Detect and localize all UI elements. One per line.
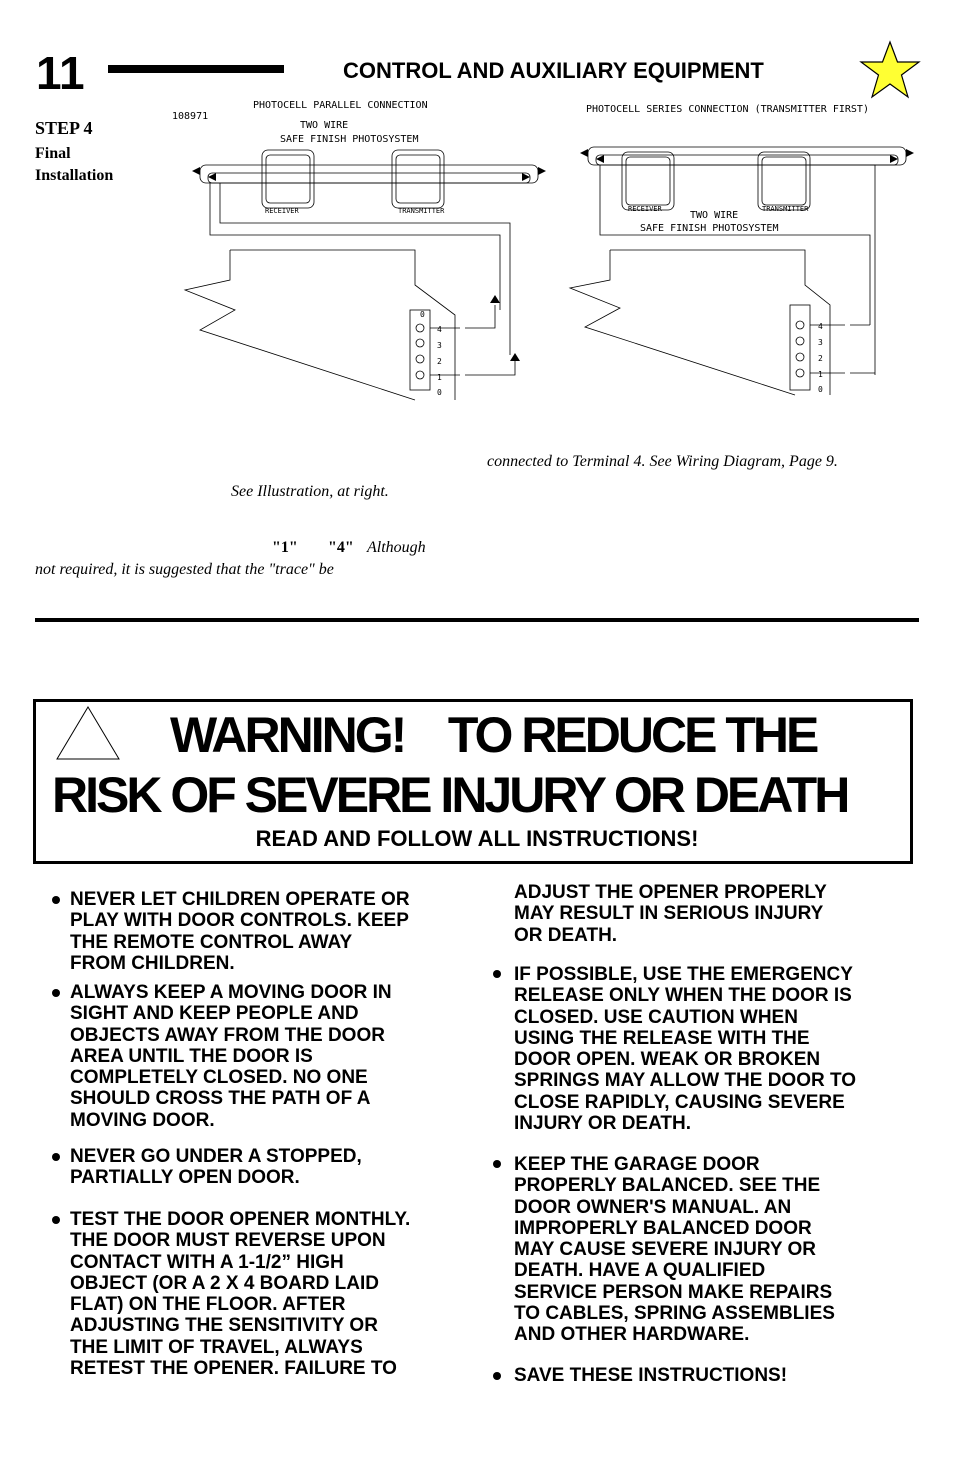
warning-headline-line1: WARNING! TO REDUCE THE xyxy=(170,707,817,763)
bullet-line: CLOSE RAPIDLY, CAUSING SEVERE xyxy=(514,1091,845,1113)
terminal-label: 1 xyxy=(437,373,442,382)
terminal-label: 3 xyxy=(437,341,442,350)
bullet-line: DOOR OPEN. WEAK OR BROKEN xyxy=(514,1049,821,1071)
bullet-dot xyxy=(52,1153,60,1161)
bullet-line: AREA UNTIL THE DOOR IS xyxy=(70,1045,313,1067)
bullet-line: OBJECT (OR A 2 X 4 BOARD LAID xyxy=(70,1272,379,1294)
bullet-line: MAY CAUSE SEVERE INJURY OR xyxy=(514,1239,816,1261)
terminal-label: 4 xyxy=(818,322,823,331)
bullet-line: AND OTHER HARDWARE. xyxy=(514,1324,750,1346)
illustration-note: See Illustration, at right. xyxy=(231,483,389,500)
bullet-line: THE DOOR MUST REVERSE UPON xyxy=(70,1230,386,1252)
bullet-line: NEVER LET CHILDREN OPERATE OR xyxy=(70,889,410,910)
step-subtitle-line1: Final xyxy=(35,145,71,162)
bullet-line: DEATH. HAVE A QUALIFIED xyxy=(514,1260,766,1282)
terminal-label: 1 xyxy=(818,370,823,379)
bullet-dot xyxy=(52,989,60,997)
bullet-line: SIGHT AND KEEP PEOPLE AND xyxy=(70,1003,359,1025)
bullet-line: NEVER GO UNDER A STOPPED, xyxy=(70,1146,362,1167)
terminal-1-label: "1" xyxy=(272,539,298,556)
safety-bullet-continuation xyxy=(514,882,914,946)
bullet-line: TO CABLES, SPRING ASSEMBLIES xyxy=(514,1303,835,1325)
bullet-line: USING THE RELEASE WITH THE xyxy=(514,1027,810,1049)
bullet-line: CLOSED. USE CAUTION WHEN xyxy=(514,1006,798,1028)
safety-bullet-stopped-door xyxy=(70,1146,470,1189)
left-receiver-label: RECEIVER xyxy=(265,207,299,215)
bullet-line: THE REMOTE CONTROL AWAY xyxy=(70,931,353,953)
bullet-line: IMPROPERLY BALANCED DOOR xyxy=(514,1217,812,1239)
header-rule xyxy=(108,65,284,73)
bullet-line: TEST THE DOOR OPENER MONTHLY. xyxy=(70,1209,411,1230)
step-title: STEP 4 xyxy=(35,118,93,138)
bullet-line: KEEP THE GARAGE DOOR xyxy=(514,1154,760,1175)
step-subtitle xyxy=(35,143,113,187)
terminal-label: 2 xyxy=(818,354,823,363)
bullet-line: COMPLETELY CLOSED. NO ONE xyxy=(70,1067,368,1089)
safety-bullet-moving-door xyxy=(70,982,470,1131)
warning-subtitle: READ AND FOLLOW ALL INSTRUCTIONS! xyxy=(255,826,699,851)
bullet-line: PARTIALLY OPEN DOOR. xyxy=(70,1167,300,1189)
safety-bullet-save-instructions xyxy=(514,1365,914,1386)
trace-note: not required, it is suggested that the "trace" be xyxy=(35,561,334,578)
left-diagram-sub2: SAFE FINISH PHOTOSYSTEM xyxy=(280,134,419,145)
bullet-dot xyxy=(493,1372,501,1380)
bullet-dot xyxy=(493,970,501,978)
section-divider xyxy=(35,618,919,622)
photocell-wiring-diagram xyxy=(170,95,930,415)
terminal-label: 4 xyxy=(437,325,442,334)
star-icon xyxy=(858,40,922,100)
bullet-line: ADJUST THE OPENER PROPERLY xyxy=(514,882,827,903)
bullet-line: INJURY OR DEATH. xyxy=(514,1113,692,1135)
left-diagram-sub1: TWO WIRE xyxy=(300,120,349,131)
bullet-line: ALWAYS KEEP A MOVING DOOR IN xyxy=(70,982,392,1003)
terminal-label: 0 xyxy=(420,310,425,319)
terminal-4-note: connected to Terminal 4. See Wiring Diagram, Page 9. xyxy=(487,453,838,470)
safety-bullet-balanced-door xyxy=(514,1154,914,1346)
bullet-line: RELEASE ONLY WHEN THE DOOR IS xyxy=(514,985,852,1007)
part-number: 108971 xyxy=(172,111,209,122)
bullet-line: MOVING DOOR. xyxy=(70,1109,215,1131)
section-title: CONTROL AND AUXILIARY EQUIPMENT xyxy=(343,58,764,83)
although-text: Although xyxy=(367,539,426,556)
safety-bullet-test-monthly xyxy=(70,1209,470,1379)
terminal-label: 0 xyxy=(818,385,823,394)
bullet-line: ADJUSTING THE SENSITIVITY OR xyxy=(70,1315,378,1337)
bullet-line: PROPERLY BALANCED. SEE THE xyxy=(514,1175,821,1197)
terminal-label: 2 xyxy=(437,357,442,366)
bullet-line: SERVICE PERSON MAKE REPAIRS xyxy=(514,1281,833,1303)
bullet-line: FROM CHILDREN. xyxy=(70,952,235,974)
bullet-line: THE LIMIT OF TRAVEL, ALWAYS xyxy=(70,1336,363,1358)
bullet-line: CONTACT WITH A 1-1/2” HIGH xyxy=(70,1251,344,1273)
bullet-line: PLAY WITH DOOR CONTROLS. KEEP xyxy=(70,910,409,932)
bullet-line: OR DEATH. xyxy=(514,924,618,946)
right-diagram-sub1: TWO WIRE xyxy=(690,210,739,221)
step-subtitle-line2: Installation xyxy=(35,167,114,184)
bullet-line: DOOR OWNER'S MANUAL. AN xyxy=(514,1196,792,1218)
bullet-line: SPRINGS MAY ALLOW THE DOOR TO xyxy=(514,1070,857,1092)
bullet-dot xyxy=(52,896,60,904)
safety-bullet-emergency-release xyxy=(514,964,914,1134)
right-receiver-label: RECEIVER xyxy=(628,205,662,213)
bullet-dot xyxy=(52,1216,60,1224)
terminal-4-label: "4" xyxy=(328,539,354,556)
bullet-line: FLAT) ON THE FLOOR. AFTER xyxy=(70,1294,346,1316)
bullet-dot xyxy=(493,1160,501,1168)
page-number: 11 xyxy=(36,47,85,99)
warning-headline-line2: RISK OF SEVERE INJURY OR DEATH xyxy=(52,767,848,823)
bullet-line: IF POSSIBLE, USE THE EMERGENCY xyxy=(514,964,853,985)
warning-triangle-icon xyxy=(55,705,121,761)
left-diagram-title: PHOTOCELL PARALLEL CONNECTION xyxy=(253,100,428,111)
bullet-line: SAVE THESE INSTRUCTIONS! xyxy=(514,1365,788,1386)
safety-bullet-children xyxy=(70,889,470,974)
right-transmitter-label: TRANSMITTER xyxy=(762,205,809,213)
bullet-line: OBJECTS AWAY FROM THE DOOR xyxy=(70,1024,385,1046)
right-diagram-title: PHOTOCELL SERIES CONNECTION (TRANSMITTER FIRST) xyxy=(586,104,869,115)
bullet-line: MAY RESULT IN SERIOUS INJURY xyxy=(514,903,824,925)
right-diagram-sub2: SAFE FINISH PHOTOSYSTEM xyxy=(640,223,779,234)
left-transmitter-label: TRANSMITTER xyxy=(398,207,445,215)
terminal-label: 3 xyxy=(818,338,823,347)
bullet-line: SHOULD CROSS THE PATH OF A xyxy=(70,1088,371,1110)
terminal-label: 0 xyxy=(437,388,442,397)
bullet-line: RETEST THE OPENER. FAILURE TO xyxy=(70,1358,397,1380)
